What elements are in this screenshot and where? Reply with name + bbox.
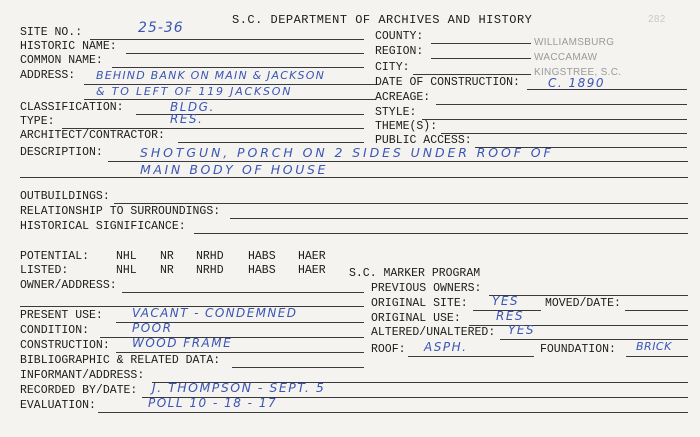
potential-nr: NR — [160, 250, 174, 263]
label-owner-address: OWNER/ADDRESS: — [20, 279, 117, 292]
label-condition: CONDITION: — [20, 324, 90, 337]
value-original-site: YES — [492, 294, 520, 308]
label-present-use: PRESENT USE: — [20, 309, 103, 322]
label-common-name: COMMON NAME: — [20, 54, 103, 67]
stamp-line-2: WACCAMAW — [534, 52, 598, 63]
label-address: ADDRESS: — [20, 69, 76, 82]
value-condition: POOR — [132, 321, 173, 335]
value-evaluation: POLL 10 - 18 - 17 — [148, 396, 278, 410]
label-public-access: PUBLIC ACCESS: — [375, 134, 472, 147]
label-region: REGION: — [375, 45, 424, 58]
label-themes: THEME(S): — [375, 120, 438, 133]
value-original-use: RES — [496, 309, 525, 323]
value-address-line1: BEHIND BANK ON MAIN & JACKSON — [96, 69, 325, 82]
label-evaluation: EVALUATION: — [20, 399, 96, 412]
value-present-use: VACANT - CONDEMNED — [132, 306, 298, 320]
value-site-no: 25-36 — [138, 20, 184, 36]
value-date-of-construction: C. 1890 — [548, 76, 606, 90]
value-construction: WOOD FRAME — [132, 336, 233, 350]
label-style: STYLE: — [375, 106, 417, 119]
listed-haer: HAER — [298, 264, 326, 277]
label-recorded-by: RECORDED BY/DATE: — [20, 384, 138, 397]
listed-nrhd: NRHD — [196, 264, 224, 277]
value-address-line2: & TO LEFT OF 119 JACKSON — [96, 85, 293, 98]
label-construction: CONSTRUCTION: — [20, 339, 110, 352]
listed-nr: NR — [160, 264, 174, 277]
label-date-of-construction: DATE OF CONSTRUCTION: — [375, 76, 520, 89]
label-informant: INFORMANT/ADDRESS: — [20, 369, 145, 382]
potential-haer: HAER — [298, 250, 326, 263]
label-roof: ROOF: — [371, 343, 406, 356]
value-description-line2: MAIN BODY OF HOUSE — [140, 162, 329, 177]
label-architect: ARCHITECT/CONTRACTOR: — [20, 129, 165, 142]
corner-number: 282 — [648, 14, 666, 25]
label-type: TYPE: — [20, 115, 55, 128]
potential-nhl: NHL — [116, 250, 137, 263]
label-outbuildings: OUTBUILDINGS: — [20, 190, 110, 203]
value-description-line1: SHOTGUN, PORCH ON 2 SIDES UNDER ROOF OF — [140, 145, 554, 160]
label-description: DESCRIPTION: — [20, 146, 103, 159]
value-altered-unaltered: YES — [508, 323, 536, 337]
value-classification: BLDG. — [170, 100, 215, 114]
label-altered-unaltered: ALTERED/UNALTERED: — [371, 326, 496, 339]
marker-program-heading: S.C. MARKER PROGRAM — [349, 267, 481, 280]
label-bibliographic: BIBLIOGRAPHIC & RELATED DATA: — [20, 354, 221, 367]
potential-habs: HABS — [248, 250, 276, 263]
listed-habs: HABS — [248, 264, 276, 277]
label-original-use: ORIGINAL USE: — [371, 312, 461, 325]
label-potential: POTENTIAL: — [20, 250, 90, 263]
label-moved-date: MOVED/DATE: — [545, 297, 621, 310]
stamp-line-3: KINGSTREE, S.C. — [534, 67, 622, 78]
value-roof: ASPH. — [424, 340, 468, 354]
stamp-line-1: WILLIAMSBURG — [534, 37, 615, 48]
label-site-no: SITE NO.: — [20, 26, 83, 39]
potential-nrhd: NRHD — [196, 250, 224, 263]
label-city: CITY: — [375, 61, 410, 74]
label-historical-significance: HISTORICAL SIGNIFICANCE: — [20, 220, 186, 233]
form-title: S.C. DEPARTMENT OF ARCHIVES AND HISTORY — [232, 13, 533, 27]
label-listed: LISTED: — [20, 264, 69, 277]
value-type: RES. — [170, 112, 204, 126]
label-previous-owners: PREVIOUS OWNERS: — [371, 282, 482, 295]
label-historic-name: HISTORIC NAME: — [20, 40, 117, 53]
label-relationship: RELATIONSHIP TO SURROUNDINGS: — [20, 205, 221, 218]
label-original-site: ORIGINAL SITE: — [371, 297, 468, 310]
value-foundation: BRICK — [636, 340, 672, 353]
listed-nhl: NHL — [116, 264, 137, 277]
label-acreage: ACREAGE: — [375, 91, 431, 104]
label-foundation: FOUNDATION: — [540, 343, 616, 356]
value-recorded-by: J. THOMPSON - SEPT. 5 — [152, 380, 326, 395]
label-classification: CLASSIFICATION: — [20, 101, 124, 114]
label-county: COUNTY: — [375, 30, 424, 43]
